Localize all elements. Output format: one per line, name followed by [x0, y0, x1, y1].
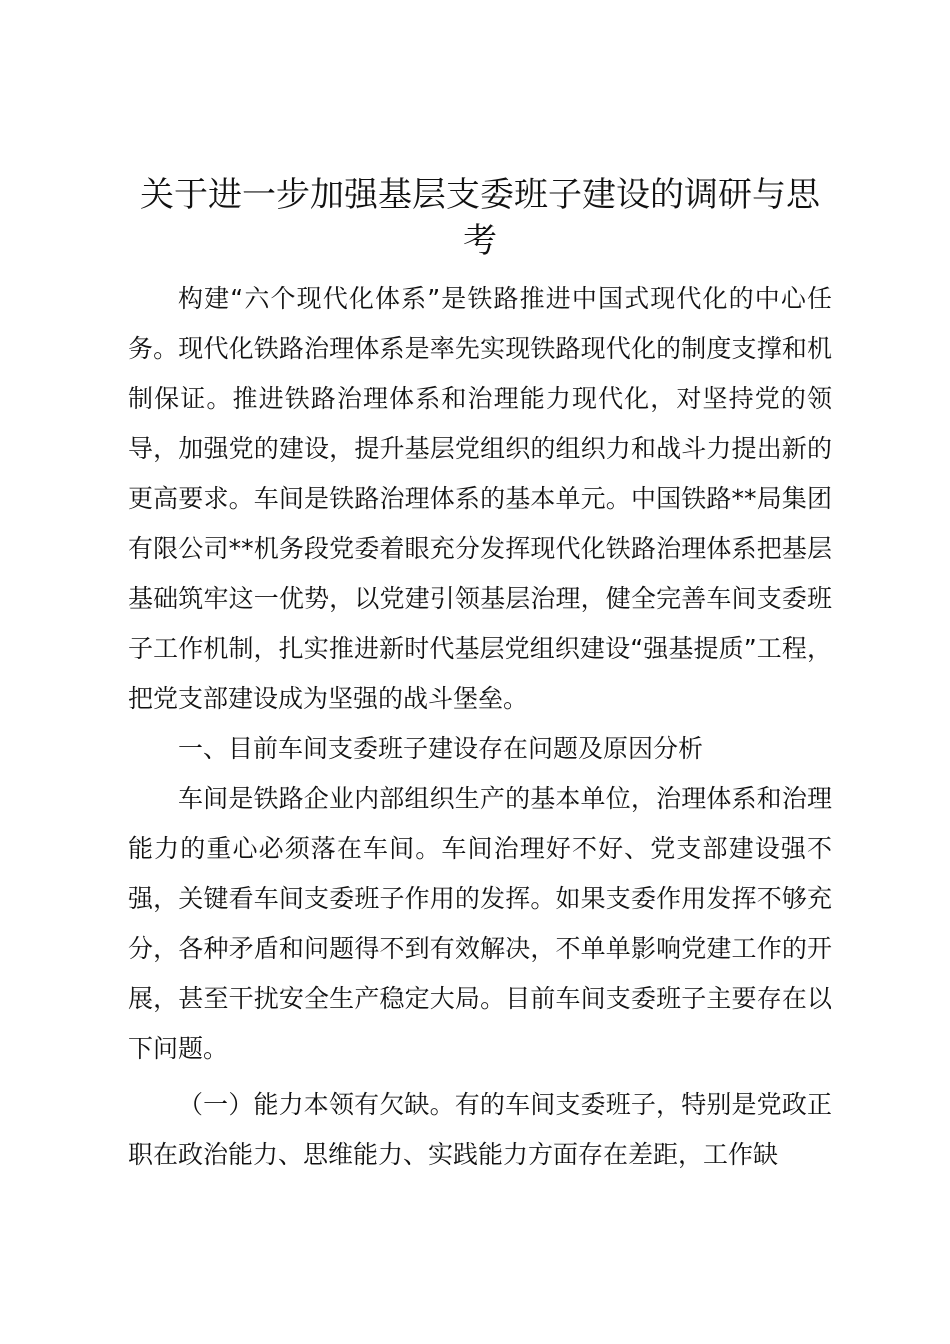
document-body: [128, 172, 832, 1180]
section-heading-1: 一、目前车间支委班子建设存在问题及原因分析: [178, 734, 704, 763]
subsection-1-paragraph: （一）能力本领有欠缺。有的车间支委班子，特别是党政正职在政治能力、思维能力、实践能力方面存在差距，工作缺: [128, 1090, 832, 1169]
intro-paragraph: 构建“六个现代化体系”是铁路推进中国式现代化的中心任务。现代化铁路治理体系是率先实现铁路现代化的制度支撑和机制保证。推进铁路治理体系和治理能力现代化，对坚持党的领导，加强党的建设，提升基层党组织的组织力和战斗力提出新的更高要求。车间是铁路治理体系的基本单元。中国铁路**局集团有限公司**机务段党委着眼充分发挥现代化铁路治理体系把基层基础筑牢这一优势，以党建引领基层治理，健全完善车间支委班子工作机制，扎实推进新时代基层党组织建设“强基提质”工程，把党支部建设成为坚强的战斗堡垒。: [128, 284, 832, 713]
document-title: 关于进一步加强基层支委班子建设的调研与思考: [140, 175, 820, 261]
section-1-paragraph: 车间是铁路企业内部组织生产的基本单位，治理体系和治理能力的重心必须落在车间。车间治理好不好、党支部建设强不强，关键看车间支委班子作用的发挥。如果支委作用发挥不够充分，各种矛盾和问题得不到有效解决，不单单影响党建工作的开展，甚至干扰安全生产稳定大局。目前车间支委班子主要存在以下问题。: [128, 784, 832, 1063]
